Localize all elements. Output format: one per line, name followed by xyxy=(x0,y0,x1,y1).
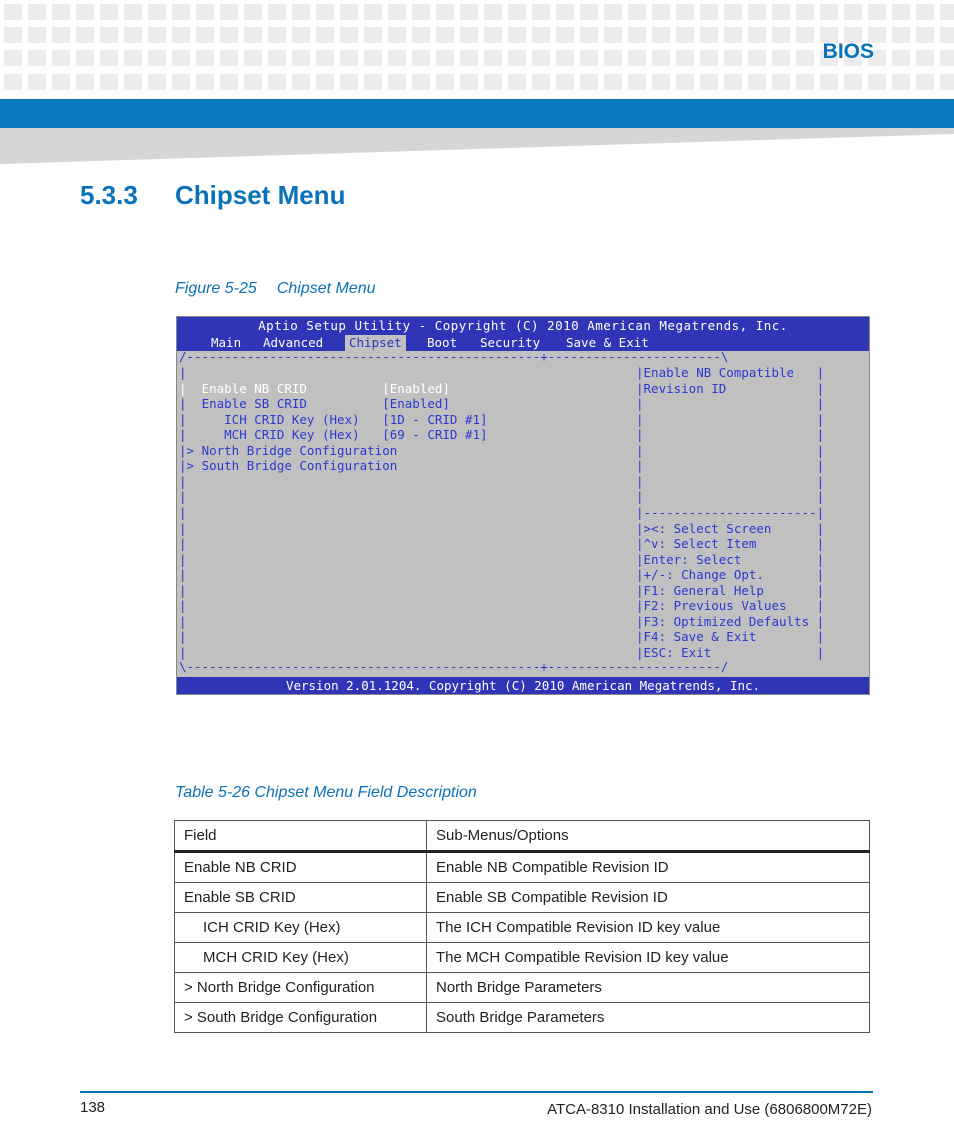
table-row xyxy=(175,883,870,913)
header-dot xyxy=(892,27,910,43)
header-dot xyxy=(580,50,598,66)
header-dot xyxy=(484,4,502,20)
header-dot xyxy=(628,4,646,20)
header-dot xyxy=(4,74,22,90)
bios-help-line: | | xyxy=(636,427,825,443)
footer-rule xyxy=(80,1091,873,1093)
header-dot xyxy=(436,27,454,43)
header-dot xyxy=(268,74,286,90)
header-dot xyxy=(76,74,94,90)
section-tag: BIOS xyxy=(822,40,874,63)
header-dot xyxy=(172,50,190,66)
header-dot xyxy=(436,74,454,90)
header-dot xyxy=(940,50,954,66)
header-dot xyxy=(388,74,406,90)
table-caption: Table 5-26 Chipset Menu Field Description xyxy=(175,784,477,801)
header-dot xyxy=(796,50,814,66)
bios-option-line[interactable]: | MCH CRID Key (Hex) [69 - CRID #1] xyxy=(179,427,488,443)
table-cell-desc: The ICH Compatible Revision ID key value xyxy=(427,913,870,943)
header-dot xyxy=(244,74,262,90)
header-dot xyxy=(124,27,142,43)
header-dot xyxy=(172,74,190,90)
header-dot xyxy=(148,4,166,20)
header-dot xyxy=(244,50,262,66)
bios-option-line[interactable]: |> North Bridge Configuration xyxy=(179,442,398,458)
bios-top-border: /-----------------------------------------------+-----------------------\ xyxy=(179,349,729,364)
header-dot xyxy=(340,4,358,20)
header-dot xyxy=(268,50,286,66)
bios-menu-advanced[interactable]: Advanced xyxy=(263,335,324,350)
header-dot xyxy=(364,74,382,90)
figure-caption xyxy=(175,280,376,298)
header-dot xyxy=(316,50,334,66)
header-dot xyxy=(772,50,790,66)
header-dot xyxy=(244,4,262,20)
header-dot xyxy=(532,50,550,66)
header-dot xyxy=(748,50,766,66)
header-dot xyxy=(340,74,358,90)
header-dot xyxy=(292,74,310,90)
header-dot xyxy=(196,4,214,20)
bios-help-line: |+/-: Change Opt. | xyxy=(636,567,825,583)
header-dot xyxy=(724,74,742,90)
header-dot xyxy=(28,74,46,90)
bios-help-line: | | xyxy=(636,411,825,427)
header-dot xyxy=(604,50,622,66)
header-dot xyxy=(436,50,454,66)
header-dot xyxy=(892,50,910,66)
header-dot-pattern xyxy=(0,0,954,98)
header-dot xyxy=(412,4,430,20)
bios-option-line: | xyxy=(179,629,187,645)
table-row xyxy=(175,943,870,973)
header-dot xyxy=(700,50,718,66)
bios-title-bar: Aptio Setup Utility - Copyright (C) 2010 American Megatrends, Inc. xyxy=(177,317,869,335)
table-row xyxy=(175,913,870,943)
bios-menu-security[interactable]: Security xyxy=(480,335,541,350)
table-row xyxy=(175,973,870,1003)
bios-option-line[interactable]: |> South Bridge Configuration xyxy=(179,458,398,474)
header-dot xyxy=(412,74,430,90)
table-row xyxy=(175,1003,870,1033)
bios-help-line: |-----------------------| xyxy=(636,504,825,520)
header-dot xyxy=(196,50,214,66)
header-dot xyxy=(124,74,142,90)
header-grey-wedge xyxy=(0,128,954,164)
header-dot xyxy=(148,27,166,43)
header-dot xyxy=(388,4,406,20)
header-dot xyxy=(412,50,430,66)
header-dot xyxy=(868,4,886,20)
header-dot xyxy=(364,4,382,20)
header-dot xyxy=(700,27,718,43)
header-dot xyxy=(172,4,190,20)
header-dot xyxy=(172,27,190,43)
header-dot xyxy=(580,27,598,43)
bios-option-line: | xyxy=(179,536,187,552)
header-dot xyxy=(772,74,790,90)
header-dot xyxy=(388,50,406,66)
header-dot xyxy=(580,74,598,90)
header-dot xyxy=(340,27,358,43)
table-row xyxy=(175,852,870,883)
table-header-row xyxy=(175,821,870,852)
figure-title: Chipset Menu xyxy=(276,280,376,297)
bios-help-line: | | xyxy=(636,396,825,412)
header-dot xyxy=(292,27,310,43)
bios-option-line: | xyxy=(179,473,187,489)
header-dot xyxy=(940,27,954,43)
header-dot xyxy=(892,74,910,90)
header-dot xyxy=(460,50,478,66)
bios-help-line: |Enter: Select | xyxy=(636,551,825,567)
header-dot xyxy=(316,4,334,20)
header-dot xyxy=(220,27,238,43)
header-dot xyxy=(772,4,790,20)
header-dot xyxy=(220,74,238,90)
bios-option-line[interactable]: | ICH CRID Key (Hex) [1D - CRID #1] xyxy=(179,411,488,427)
header-dot xyxy=(412,27,430,43)
header-dot xyxy=(820,74,838,90)
header-dot xyxy=(508,50,526,66)
table-cell-field: Enable NB CRID xyxy=(175,852,427,883)
header-dot xyxy=(28,27,46,43)
header-dot xyxy=(796,4,814,20)
bios-help-line: |ESC: Exit | xyxy=(636,644,825,660)
bios-help-line: | | xyxy=(636,458,825,474)
bios-help-line: |F4: Save & Exit | xyxy=(636,629,825,645)
header-dot xyxy=(652,4,670,20)
header-dot xyxy=(916,50,934,66)
bios-help-line: |F1: General Help | xyxy=(636,582,825,598)
bios-option-line: | xyxy=(179,582,187,598)
header-dot xyxy=(532,74,550,90)
table-header-options: Sub-Menus/Options xyxy=(427,821,870,852)
field-description-table xyxy=(174,820,870,1033)
header-dot xyxy=(292,50,310,66)
header-dot xyxy=(772,27,790,43)
header-dot xyxy=(484,50,502,66)
header-dot xyxy=(148,74,166,90)
header-dot xyxy=(508,4,526,20)
header-dot xyxy=(460,74,478,90)
header-dot xyxy=(460,27,478,43)
header-dot xyxy=(76,50,94,66)
header-dot xyxy=(868,74,886,90)
bios-bottom-border: \-----------------------------------------------+-----------------------/ xyxy=(179,659,729,674)
bios-option-line: | xyxy=(179,489,187,505)
section-title: Chipset Menu xyxy=(175,180,346,210)
bios-option-line: | xyxy=(179,365,187,380)
header-dot xyxy=(556,27,574,43)
header-dot xyxy=(628,74,646,90)
header-dot xyxy=(652,50,670,66)
table-cell-desc: The MCH Compatible Revision ID key value xyxy=(427,943,870,973)
bios-help-line: | | xyxy=(636,442,825,458)
header-dot xyxy=(748,27,766,43)
header-dot xyxy=(124,50,142,66)
table-cell-desc: Enable NB Compatible Revision ID xyxy=(427,852,870,883)
bios-screen xyxy=(176,316,870,695)
header-dot xyxy=(676,27,694,43)
header-dot xyxy=(652,27,670,43)
table-cell-desc: South Bridge Parameters xyxy=(427,1003,870,1033)
bios-help-line: |Enable NB Compatible | xyxy=(636,365,825,380)
bios-option-line: | xyxy=(179,551,187,567)
table-cell-field: ICH CRID Key (Hex) xyxy=(175,913,427,943)
header-dot xyxy=(892,4,910,20)
table-cell-field: > North Bridge Configuration xyxy=(175,973,427,1003)
header-dot xyxy=(604,74,622,90)
bios-help-line: |F3: Optimized Defaults | xyxy=(636,613,825,629)
header-dot xyxy=(388,27,406,43)
header-blue-bar xyxy=(0,99,954,128)
header-dot xyxy=(940,4,954,20)
bios-help-line: |><: Select Screen | xyxy=(636,520,825,536)
bios-help-line: | | xyxy=(636,473,825,489)
header-dot xyxy=(724,50,742,66)
header-dot xyxy=(52,50,70,66)
bios-option-line: | xyxy=(179,520,187,536)
bios-option-line: | xyxy=(179,504,187,520)
header-dot xyxy=(244,27,262,43)
section-heading xyxy=(80,180,345,211)
header-dot xyxy=(796,27,814,43)
header-dot xyxy=(676,4,694,20)
header-dot xyxy=(916,27,934,43)
bios-option-line: | xyxy=(179,613,187,629)
bios-menu-save-exit[interactable]: Save & Exit xyxy=(566,335,649,350)
header-dot xyxy=(100,50,118,66)
header-dot xyxy=(700,74,718,90)
bios-option-line: | xyxy=(179,598,187,614)
header-dot xyxy=(748,74,766,90)
header-dot xyxy=(796,74,814,90)
header-dot xyxy=(844,74,862,90)
header-dot xyxy=(460,4,478,20)
header-dot xyxy=(52,74,70,90)
header-dot xyxy=(676,50,694,66)
header-dot xyxy=(748,4,766,20)
figure-label: Figure 5-25 xyxy=(175,280,257,297)
header-dot xyxy=(844,4,862,20)
header-dot xyxy=(100,27,118,43)
bios-menu-boot[interactable]: Boot xyxy=(427,335,458,350)
header-dot xyxy=(916,74,934,90)
header-dot xyxy=(556,74,574,90)
header-dot xyxy=(940,74,954,90)
table-cell-desc: North Bridge Parameters xyxy=(427,973,870,1003)
bios-option-line[interactable]: | Enable SB CRID [Enabled] xyxy=(179,396,450,412)
bios-menu-main[interactable]: Main xyxy=(211,335,242,350)
document-title: ATCA-8310 Installation and Use (6806800M72E) xyxy=(547,1101,872,1118)
header-dot xyxy=(220,50,238,66)
header-dot xyxy=(76,4,94,20)
header-dot xyxy=(532,4,550,20)
header-dot xyxy=(436,4,454,20)
header-dot xyxy=(724,4,742,20)
bios-help-line: |Revision ID | xyxy=(636,380,825,396)
header-dot xyxy=(316,27,334,43)
bios-option-line[interactable]: | Enable NB CRID [Enabled] xyxy=(179,380,450,396)
bios-menu-chipset[interactable]: Chipset xyxy=(345,335,406,351)
header-dot xyxy=(148,50,166,66)
header-dot xyxy=(556,50,574,66)
header-dot xyxy=(100,4,118,20)
header-dot xyxy=(508,27,526,43)
table-cell-field: MCH CRID Key (Hex) xyxy=(175,943,427,973)
header-dot xyxy=(604,4,622,20)
header-dot xyxy=(28,4,46,20)
header-dot xyxy=(76,27,94,43)
header-dot xyxy=(52,27,70,43)
section-number: 5.3.3 xyxy=(80,180,138,210)
header-dot xyxy=(52,4,70,20)
header-dot xyxy=(4,4,22,20)
table-cell-field: Enable SB CRID xyxy=(175,883,427,913)
bios-help-line: |F2: Previous Values | xyxy=(636,598,825,614)
header-dot xyxy=(628,27,646,43)
page-number: 138 xyxy=(80,1099,106,1116)
header-dot xyxy=(4,27,22,43)
header-dot xyxy=(508,74,526,90)
header-dot xyxy=(4,50,22,66)
header-dot xyxy=(292,4,310,20)
table-header-field: Field xyxy=(175,821,427,852)
bios-footer-bar: Version 2.01.1204. Copyright (C) 2010 American Megatrends, Inc. xyxy=(177,677,869,694)
header-dot xyxy=(820,4,838,20)
header-dot xyxy=(268,27,286,43)
header-dot xyxy=(484,27,502,43)
header-dot xyxy=(628,50,646,66)
bios-option-line: | xyxy=(179,567,187,583)
bios-option-line: | xyxy=(179,644,187,660)
header-dot xyxy=(556,4,574,20)
header-dot xyxy=(196,27,214,43)
table-cell-field: > South Bridge Configuration xyxy=(175,1003,427,1033)
header-dot xyxy=(28,50,46,66)
header-dot xyxy=(532,27,550,43)
header-dot xyxy=(724,27,742,43)
header-dot xyxy=(676,74,694,90)
header-dot xyxy=(316,74,334,90)
header-dot xyxy=(340,50,358,66)
bios-help-line: | | xyxy=(636,489,825,505)
bios-help-line: |^v: Select Item | xyxy=(636,536,825,552)
header-dot xyxy=(196,74,214,90)
header-dot xyxy=(700,4,718,20)
header-dot xyxy=(484,74,502,90)
header-dot xyxy=(100,74,118,90)
header-dot xyxy=(364,27,382,43)
header-dot xyxy=(268,4,286,20)
header-dot xyxy=(124,4,142,20)
header-dot xyxy=(364,50,382,66)
header-dot xyxy=(580,4,598,20)
header-dot xyxy=(604,27,622,43)
header-dot xyxy=(220,4,238,20)
table-cell-desc: Enable SB Compatible Revision ID xyxy=(427,883,870,913)
header-dot xyxy=(916,4,934,20)
header-dot xyxy=(652,74,670,90)
